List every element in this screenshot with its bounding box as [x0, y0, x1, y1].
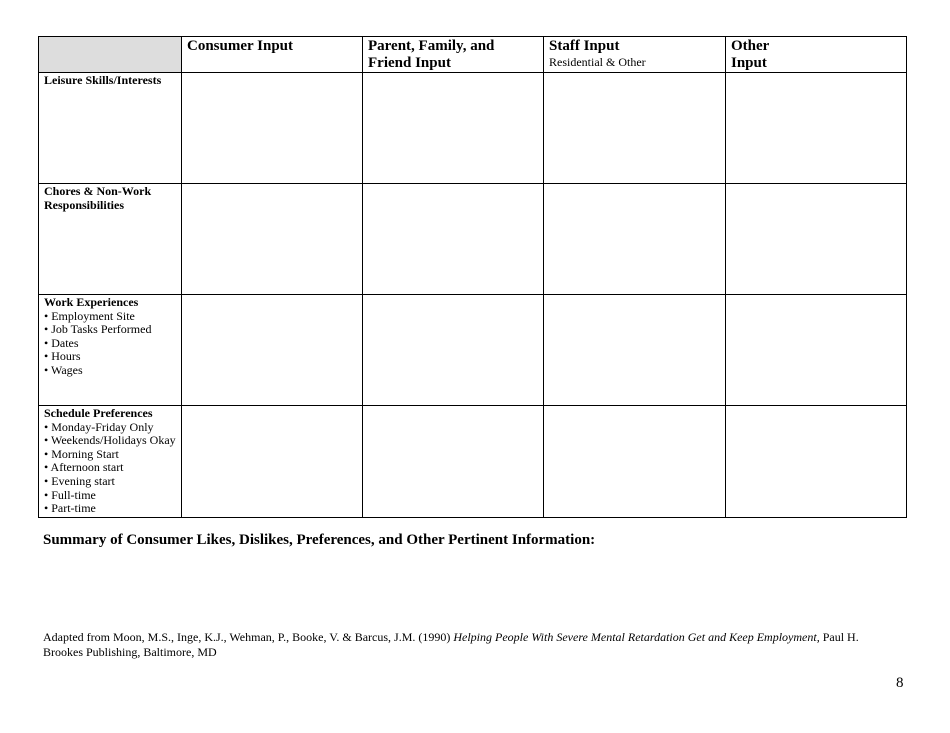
row-label-schedule [39, 406, 182, 518]
row-title: Schedule Preferences [44, 406, 153, 420]
list-item: • Afternoon start [44, 460, 124, 475]
entry-cell-family[interactable] [363, 406, 544, 518]
row-item-list [44, 310, 176, 378]
list-item: • Evening start [44, 473, 115, 488]
entry-cell-other[interactable] [726, 406, 907, 518]
row-item-list [44, 421, 176, 516]
entry-cell-staff[interactable] [544, 295, 726, 406]
header-family-input: Parent, Family, and Friend Input [363, 37, 544, 73]
header-consumer-input: Consumer Input [182, 37, 363, 73]
header-corner-cell [39, 37, 182, 73]
citation-suffix: Paul H. Brookes Publishing, Baltimore, MD [43, 630, 859, 659]
citation-title: Helping People With Severe Mental Retardation Get and Keep Employment, [453, 630, 820, 644]
entry-cell-family[interactable] [363, 73, 544, 184]
citation [43, 630, 873, 659]
entry-cell-consumer[interactable] [182, 406, 363, 518]
entry-cell-staff[interactable] [544, 73, 726, 184]
list-item: • Morning Start [44, 446, 119, 461]
row-label-leisure [39, 73, 182, 184]
list-item: • Job Tasks Performed [44, 322, 152, 337]
header-staff-title: Staff Input [549, 38, 620, 54]
list-item: • Employment Site [44, 308, 135, 323]
header-other-input [726, 37, 907, 73]
table-row-work [39, 295, 907, 406]
list-item: • Monday-Friday Only [44, 419, 154, 434]
preferences-form-table [38, 36, 907, 518]
list-item: • Full-time [44, 487, 96, 502]
row-label-chores [39, 184, 182, 295]
list-item: • Weekends/Holidays Okay [44, 433, 176, 448]
entry-cell-family[interactable] [363, 184, 544, 295]
list-item: • Wages [44, 362, 83, 377]
entry-cell-other[interactable] [726, 295, 907, 406]
table-row-schedule [39, 406, 907, 518]
header-other-line2: Input [731, 55, 767, 71]
header-staff-subtitle: Residential & Other [549, 55, 646, 69]
entry-cell-staff[interactable] [544, 406, 726, 518]
entry-cell-family[interactable] [363, 295, 544, 406]
table-header-row [39, 37, 907, 73]
row-title: Work Experiences [44, 295, 139, 309]
row-label-work [39, 295, 182, 406]
page-number: 8 [896, 675, 904, 691]
citation-prefix: Adapted from Moon, M.S., Inge, K.J., Wehman, P., Booke, V. & Barcus, J.M. (1990) [43, 630, 454, 644]
entry-cell-consumer[interactable] [182, 295, 363, 406]
entry-cell-consumer[interactable] [182, 184, 363, 295]
table-row-chores [39, 184, 907, 295]
list-item: • Part-time [44, 501, 96, 516]
entry-cell-consumer[interactable] [182, 73, 363, 184]
table-row-leisure [39, 73, 907, 184]
list-item: • Hours [44, 349, 81, 364]
row-title: Leisure Skills/Interests [44, 73, 162, 87]
summary-heading: Summary of Consumer Likes, Dislikes, Preferences, and Other Pertinent Information: [43, 532, 596, 548]
entry-cell-other[interactable] [726, 73, 907, 184]
row-title: Chores & Non-Work Responsibilities [44, 184, 152, 212]
header-staff-input [544, 37, 726, 73]
header-other-line1: Other [731, 38, 770, 54]
entry-cell-other[interactable] [726, 184, 907, 295]
entry-cell-staff[interactable] [544, 184, 726, 295]
list-item: • Dates [44, 335, 79, 350]
